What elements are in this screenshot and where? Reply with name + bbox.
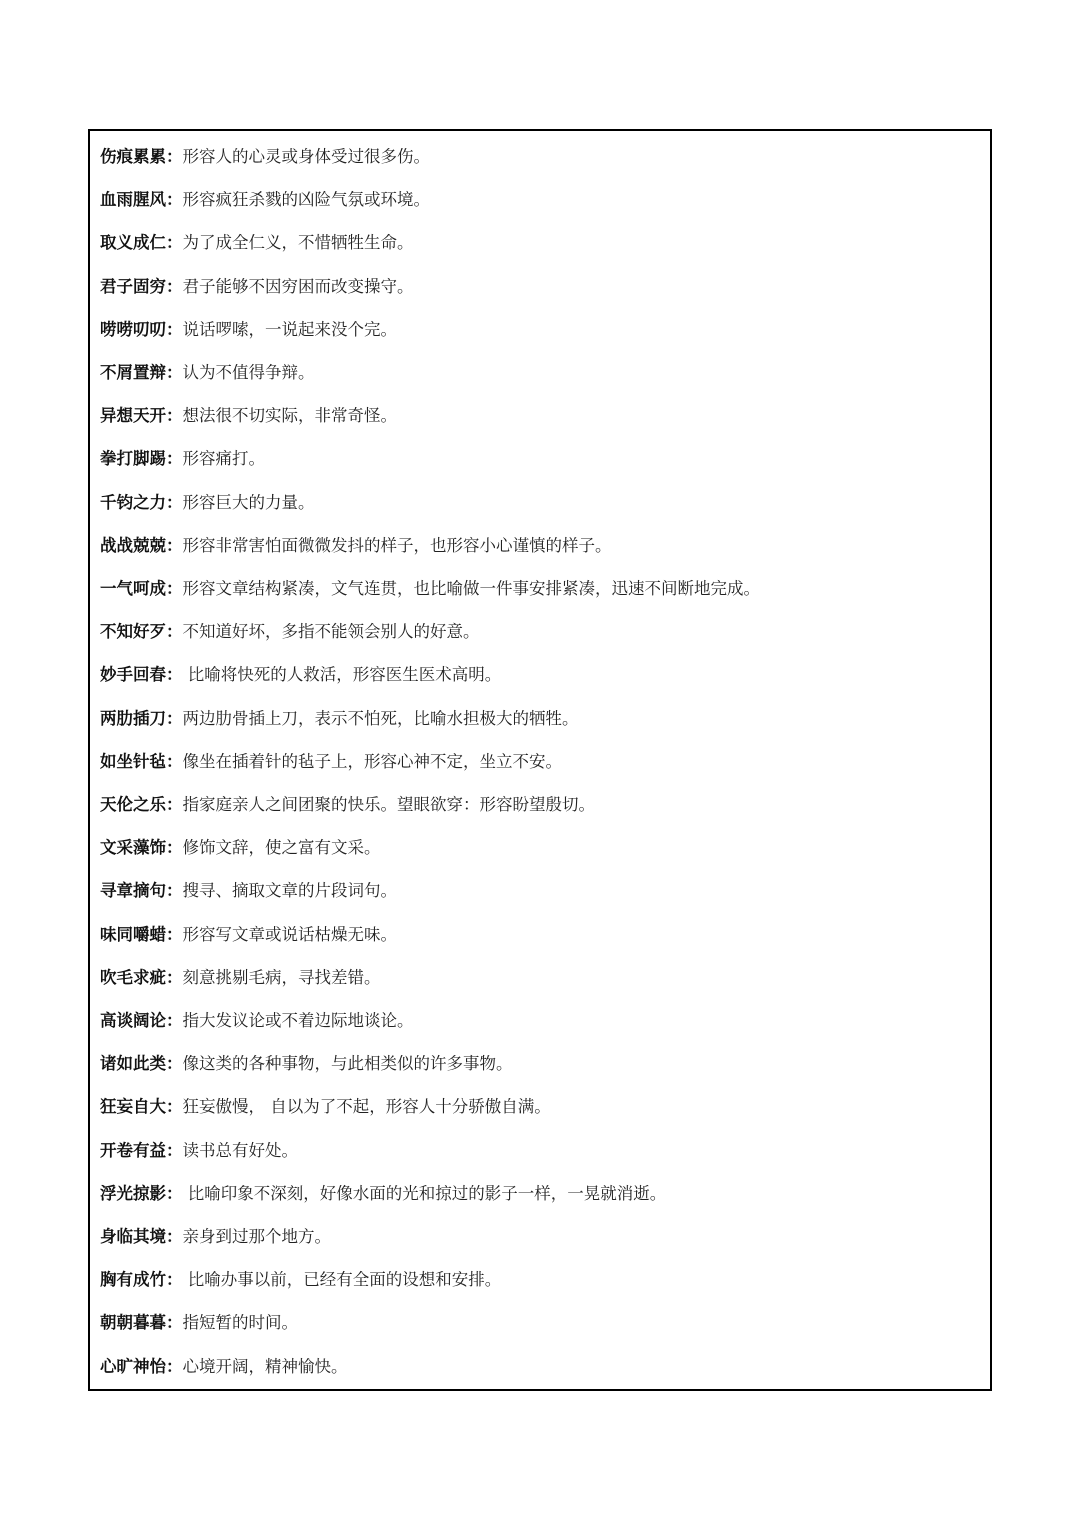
idiom-definition: 形容痛打。 <box>182 449 265 469</box>
term-separator: ： <box>166 276 183 296</box>
idiom-entry <box>100 662 501 688</box>
idiom-term: 不知好歹 <box>100 622 166 642</box>
idiom-definition: 形容疯狂杀戮的凶险气氛或环境。 <box>182 190 430 210</box>
idiom-entry <box>100 360 315 386</box>
term-separator: ： <box>166 1270 183 1290</box>
idiom-definition: 刻意挑剔毛病，寻找差错。 <box>182 967 381 987</box>
idiom-term: 狂妄自大 <box>100 1097 166 1117</box>
term-separator: ： <box>166 751 183 771</box>
idiom-definition: 想法很不切实际，非常奇怪。 <box>182 406 397 426</box>
idiom-definition: 形容人的心灵或身体受过很多伤。 <box>182 147 430 166</box>
idiom-term: 开卷有益 <box>100 1140 166 1160</box>
term-separator: ： <box>166 795 183 814</box>
idiom-entry <box>100 706 579 732</box>
term-separator: ： <box>166 1313 183 1333</box>
idiom-term: 身临其境 <box>100 1227 166 1246</box>
term-separator: ： <box>166 147 183 166</box>
idiom-entry <box>100 1310 298 1336</box>
idiom-term: 吹毛求疵 <box>100 967 166 987</box>
idiom-term: 天伦之乐 <box>100 795 166 814</box>
term-separator: ： <box>166 535 183 555</box>
idiom-definition: 搜寻、摘取文章的片段词句。 <box>182 881 397 901</box>
idiom-entry <box>100 403 397 429</box>
idiom-entry <box>100 144 430 170</box>
idiom-definition: 形容文章结构紧凑，文气连贯，也比喻做一件事安排紧凑，迅速不间断地完成。 <box>182 579 760 598</box>
idiom-entry <box>100 965 381 991</box>
idiom-definition: 形容写文章或说话枯燥无味。 <box>182 924 397 944</box>
term-separator: ： <box>166 838 183 858</box>
term-separator: ： <box>166 1054 183 1074</box>
term-separator: ： <box>166 190 183 210</box>
idiom-definition: 指大发议论或不着边际地谈论。 <box>182 1011 414 1030</box>
term-separator: ： <box>166 1183 183 1203</box>
idiom-term: 胸有成竹 <box>100 1270 166 1290</box>
idiom-definition: 形容非常害怕面微微发抖的样子，也形容小心谨慎的样子。 <box>182 535 612 555</box>
idiom-term: 不屑置辩 <box>100 363 166 382</box>
idiom-entry <box>100 187 430 213</box>
term-separator: ： <box>166 579 183 598</box>
idiom-term: 寻章摘句 <box>100 881 166 901</box>
idiom-entry <box>100 490 315 516</box>
idiom-term: 君子固穷 <box>100 276 166 296</box>
idiom-entry <box>100 1138 298 1164</box>
term-separator: ： <box>166 449 183 469</box>
term-separator: ： <box>166 665 183 685</box>
idiom-term: 一气呵成 <box>100 579 166 598</box>
idiom-definition: 说话啰嗦，一说起来没个完。 <box>182 319 397 339</box>
idiom-term: 妙手回春 <box>100 665 166 685</box>
idiom-term: 伤痕累累 <box>100 147 166 166</box>
idiom-definition: 认为不值得争辩。 <box>182 363 315 382</box>
idiom-term: 味同嚼蜡 <box>100 924 166 944</box>
idiom-definition: 读书总有好处。 <box>182 1140 298 1160</box>
idiom-entry <box>100 230 414 256</box>
idiom-entry <box>100 1267 501 1293</box>
idiom-term: 血雨腥风 <box>100 190 166 210</box>
term-separator: ： <box>166 1097 183 1117</box>
term-separator: ： <box>166 881 183 901</box>
idiom-definition: 修饰文辞，使之富有文采。 <box>182 838 381 858</box>
idiom-entry <box>100 792 595 818</box>
idiom-entry <box>100 619 480 645</box>
term-separator: ： <box>166 967 183 987</box>
idiom-entry <box>100 274 414 300</box>
idiom-entry <box>100 878 397 904</box>
idiom-entry <box>100 317 397 343</box>
idiom-entry <box>100 446 265 472</box>
term-separator: ： <box>166 1011 183 1030</box>
idiom-entry <box>100 1051 513 1077</box>
idiom-definition: 为了成全仁义，不惜牺牲生命。 <box>182 233 414 253</box>
idiom-entry <box>100 1224 331 1250</box>
idiom-entry <box>100 1008 414 1034</box>
idiom-entry <box>100 1181 666 1207</box>
idiom-definition: 比喻办事以前，已经有全面的设想和安排。 <box>182 1270 502 1290</box>
idiom-entry <box>100 533 612 559</box>
term-separator: ： <box>166 319 183 339</box>
term-separator: ： <box>166 492 183 512</box>
idiom-term: 两肋插刀 <box>100 708 166 728</box>
term-separator: ： <box>166 622 183 642</box>
idiom-entry <box>100 922 397 948</box>
term-separator: ： <box>166 708 183 728</box>
idiom-term: 如坐针毡 <box>100 751 166 771</box>
idiom-entry <box>100 1094 551 1120</box>
idiom-term: 心旷神怡 <box>100 1356 166 1376</box>
idiom-entry <box>100 576 760 602</box>
idiom-definition: 像坐在插着针的毡子上，形容心神不定，坐立不安。 <box>182 751 562 771</box>
idiom-term: 千钧之力 <box>100 492 166 512</box>
idiom-term: 战战兢兢 <box>100 535 166 555</box>
idiom-glossary-box <box>88 129 992 1391</box>
idiom-definition: 两边肋骨插上刀，表示不怕死，比喻水担极大的牺牲。 <box>182 708 579 728</box>
idiom-term: 诸如此类 <box>100 1054 166 1074</box>
term-separator: ： <box>166 1140 183 1160</box>
idiom-definition: 比喻印象不深刻，好像水面的光和掠过的影子一样，一晃就消逝。 <box>182 1183 667 1203</box>
term-separator: ： <box>166 406 183 426</box>
idiom-entry <box>100 1354 348 1380</box>
idiom-term: 拳打脚踢 <box>100 449 166 469</box>
idiom-entry <box>100 749 562 775</box>
idiom-term: 朝朝暮暮 <box>100 1313 166 1333</box>
idiom-definition: 比喻将快死的人救活，形容医生医术高明。 <box>182 665 502 685</box>
idiom-definition: 亲身到过那个地方。 <box>182 1227 331 1246</box>
idiom-term: 异想天开 <box>100 406 166 426</box>
idiom-term: 浮光掠影 <box>100 1183 166 1203</box>
idiom-definition: 不知道好坏，多指不能领会别人的好意。 <box>182 622 480 642</box>
term-separator: ： <box>166 924 183 944</box>
idiom-definition: 指短暂的时间。 <box>182 1313 298 1333</box>
idiom-entry <box>100 835 381 861</box>
idiom-term: 取义成仁 <box>100 233 166 253</box>
idiom-term: 文采藻饰 <box>100 838 166 858</box>
idiom-definition: 心境开阔，精神愉快。 <box>182 1356 348 1376</box>
idiom-definition: 指家庭亲人之间团聚的快乐。望眼欲穿：形容盼望殷切。 <box>182 795 595 814</box>
term-separator: ： <box>166 1227 183 1246</box>
idiom-definition: 形容巨大的力量。 <box>182 492 315 512</box>
term-separator: ： <box>166 233 183 253</box>
term-separator: ： <box>166 1356 183 1376</box>
idiom-definition: 像这类的各种事物，与此相类似的许多事物。 <box>182 1054 513 1074</box>
term-separator: ： <box>166 363 183 382</box>
idiom-term: 唠唠叨叨 <box>100 319 166 339</box>
idiom-definition: 君子能够不因穷困而改变操守。 <box>182 276 414 296</box>
idiom-term: 高谈阔论 <box>100 1011 166 1030</box>
idiom-definition: 狂妄傲慢， 自以为了不起，形容人十分骄傲自满。 <box>182 1097 551 1117</box>
